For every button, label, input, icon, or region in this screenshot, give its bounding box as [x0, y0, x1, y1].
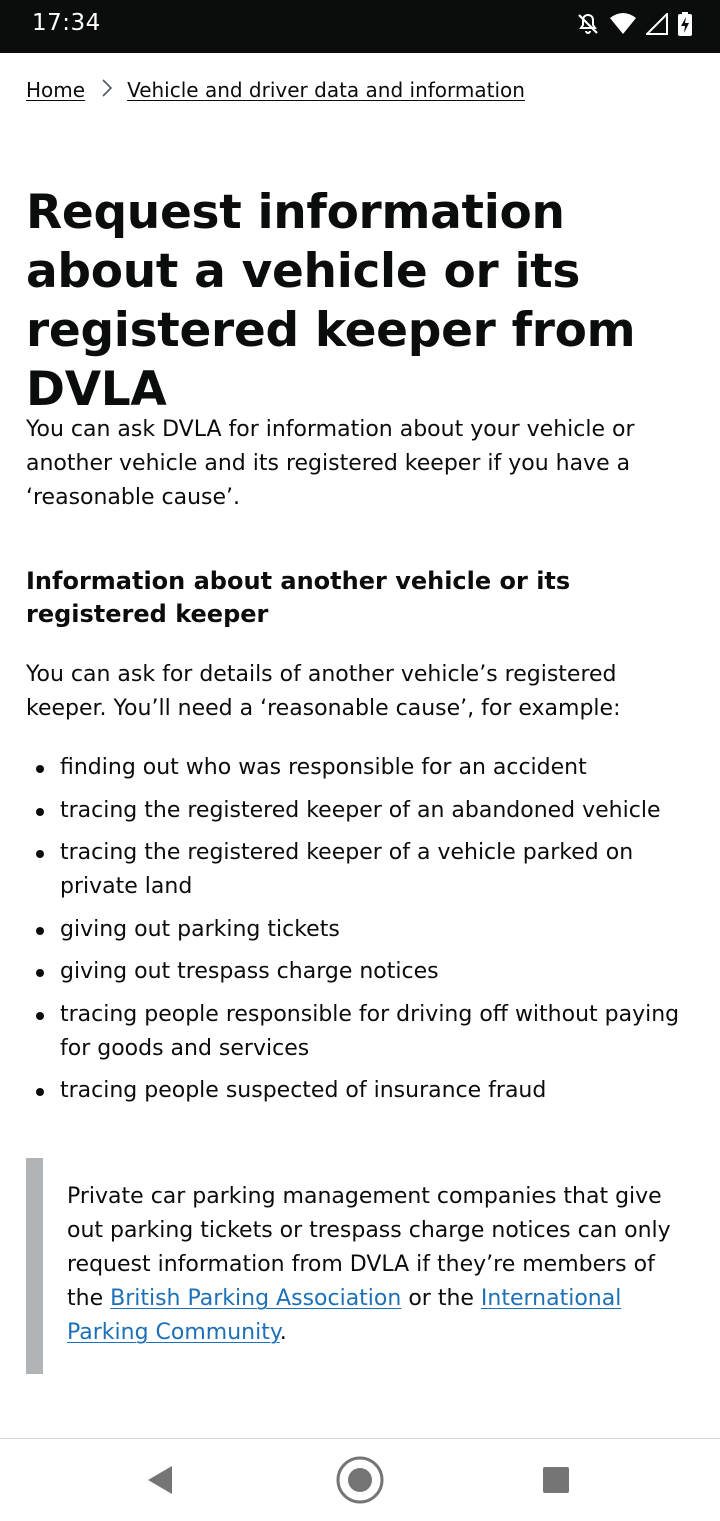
bullet-icon: [36, 1088, 44, 1096]
inset-text: [26, 1158, 694, 1374]
navigation-bar: [0, 1438, 720, 1521]
inset-text-middle: or the: [401, 1286, 481, 1311]
back-icon[interactable]: [135, 1455, 185, 1505]
notifications-off-icon: [576, 12, 600, 36]
section-intro: You can ask for details of another vehicle’s registered keeper. You’ll need a ‘reasonable cause’, for example:: [26, 662, 621, 721]
section-heading: Information about another vehicle or its registered keeper: [26, 567, 571, 628]
signal-icon: [646, 13, 668, 35]
reasonable-cause-list: [26, 751, 706, 1117]
list-item-text: tracing people suspected of insurance fraud: [60, 1078, 547, 1103]
battery-charging-icon: [678, 12, 692, 36]
list-item-text: tracing the registered keeper of an abandoned vehicle: [60, 797, 661, 823]
breadcrumb: [26, 75, 525, 105]
list-item: [26, 836, 706, 904]
list-item: [26, 794, 706, 828]
bullet-icon: [36, 927, 44, 935]
list-item-text: tracing the registered keeper of a vehicle parked on private land: [60, 840, 634, 899]
chevron-right-icon: [101, 78, 113, 103]
home-icon[interactable]: [334, 1454, 386, 1506]
list-item: [26, 751, 706, 785]
bullet-icon: [36, 765, 44, 773]
british-parking-association-link[interactable]: British Parking Association: [110, 1286, 402, 1311]
lead-paragraph: You can ask DVLA for information about your vehicle or another vehicle and its registered keeper if you have a ‘reasonable cause’.: [26, 417, 635, 510]
list-item-text: giving out parking tickets: [60, 916, 340, 942]
status-bar: [0, 0, 720, 53]
list-item: [26, 998, 706, 1066]
bullet-icon: [36, 969, 44, 977]
list-item-text: finding out who was responsible for an accident: [60, 755, 587, 780]
status-time: 17:34: [32, 10, 101, 36]
list-item: [26, 913, 706, 947]
status-icons: [576, 11, 692, 37]
list-item: [26, 1074, 706, 1108]
inset-text-before: Private car parking management companies that give out parking tickets or trespass charge notices can only request information from DVLA if they’re members of the: [67, 1184, 671, 1311]
bullet-icon: [36, 1012, 44, 1020]
page-title: Request information about a vehicle or its registered keeper from DVLA: [26, 185, 636, 417]
inset-text-after: .: [279, 1320, 287, 1345]
wifi-icon: [610, 13, 636, 35]
breadcrumb-vehicle-data-link[interactable]: Vehicle and driver data and information: [127, 78, 525, 102]
recents-icon[interactable]: [531, 1455, 581, 1505]
international-parking-community-link[interactable]: International Parking Community: [67, 1286, 622, 1345]
list-item-text: giving out trespass charge notices: [60, 959, 439, 984]
bullet-icon: [36, 808, 44, 816]
bullet-icon: [36, 850, 44, 858]
list-item-text: tracing people responsible for driving off without paying for goods and services: [60, 1001, 680, 1061]
list-item: [26, 955, 706, 989]
breadcrumb-home-link[interactable]: Home: [26, 78, 86, 102]
